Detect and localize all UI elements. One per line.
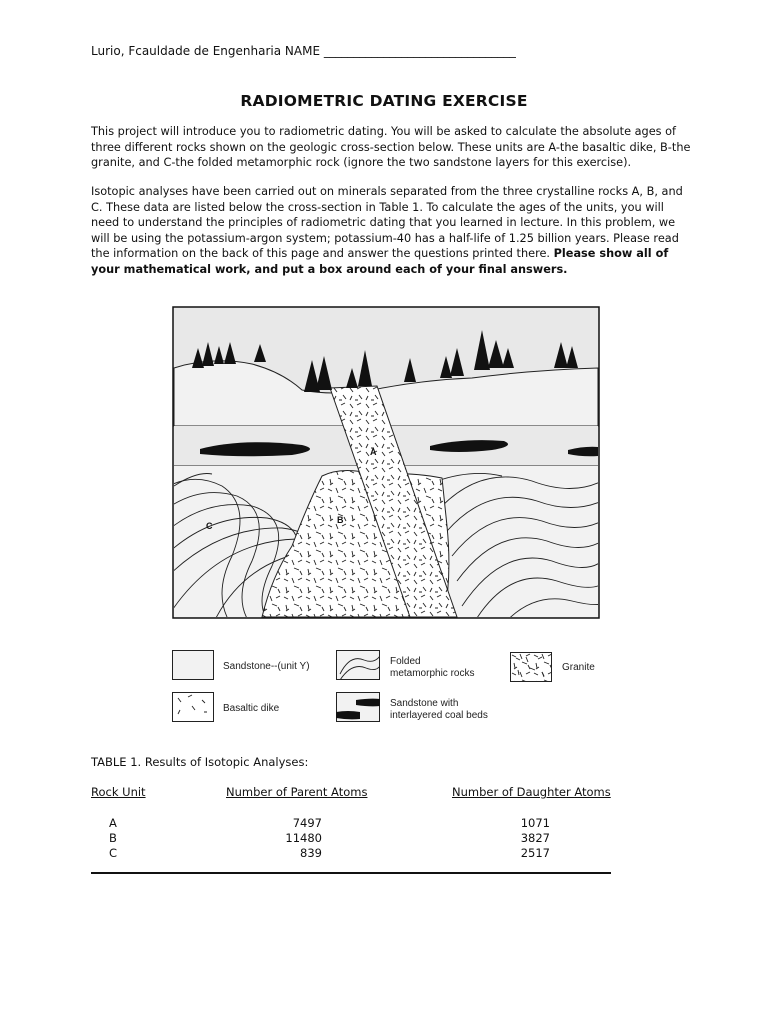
table-row-a-parent: 7497 [292,816,322,830]
column-header-daughter-atoms: Number of Daughter Atoms [452,785,611,799]
geologic-cross-section [172,306,600,619]
legend-label-sandstone: Sandstone--(unit Y) [223,661,310,672]
unit-label-a: A [370,447,377,457]
table-bottom-rule [91,872,611,874]
table-row-b-daughter: 3827 [520,831,550,845]
table-row-a-unit: A [109,816,117,830]
legend-swatch-granite [510,652,552,682]
page-title: RADIOMETRIC DATING EXERCISE [240,92,528,110]
legend-label-coal: Sandstone with interlayered coal beds [390,698,488,721]
intro-paragraph-2-text: Isotopic analyses have been carried out on minerals separated from the three crystalline rocks A, B, and C. These data are listed below the cross-section in Table 1. To calculate the ages of the units, you will need to understand the principles of radiometric dating that you learned in lecture. In this problem, we will be using the potassium-argon system; potassium-40 has a half-life of 1.25 billion years. Please read the information on the back of this page and answer the questions printed there. [91,185,683,261]
intro-paragraph-2-bold: Please show all of your mathematical work, and put a box around each of your final answers. [91,247,669,276]
intro-paragraph-1: This project will introduce you to radiometric dating. You will be asked to calculate the absolute ages of three different rocks shown on the geologic cross-section below. These units are A-the basaltic dike, B-the granite, and C-the folded metamorphic rock (ignore the two sandstone layers for this exercise). [91,125,691,170]
table-row-b-parent: 11480 [285,831,322,845]
column-header-parent-atoms: Number of Parent Atoms [226,785,368,799]
table-row-b-unit: B [109,831,117,845]
table-row-a-daughter: 1071 [520,816,550,830]
legend-swatch-folded [336,650,380,680]
legend-swatch-sandstone [172,650,214,680]
legend-label-folded: Folded metamorphic rocks [390,656,475,679]
intro-paragraph-2 [91,184,691,278]
legend-swatch-basaltic [172,692,214,722]
column-header-rock-unit: Rock Unit [91,785,146,799]
unit-label-c: C [206,521,213,531]
legend-label-basaltic: Basaltic dike [223,703,280,714]
legend-swatch-coal [336,692,380,722]
table-title: TABLE 1. Results of Isotopic Analyses: [91,755,309,769]
unit-label-b: B [337,515,344,525]
header-line: Lurio, Fcauldade de Engenharia NAME ________________________________ [91,44,516,58]
table-row-c-daughter: 2517 [520,846,550,860]
table-row-c-parent: 839 [300,846,322,860]
table-row-c-unit: C [109,846,118,860]
legend-label-granite: Granite [562,662,595,673]
